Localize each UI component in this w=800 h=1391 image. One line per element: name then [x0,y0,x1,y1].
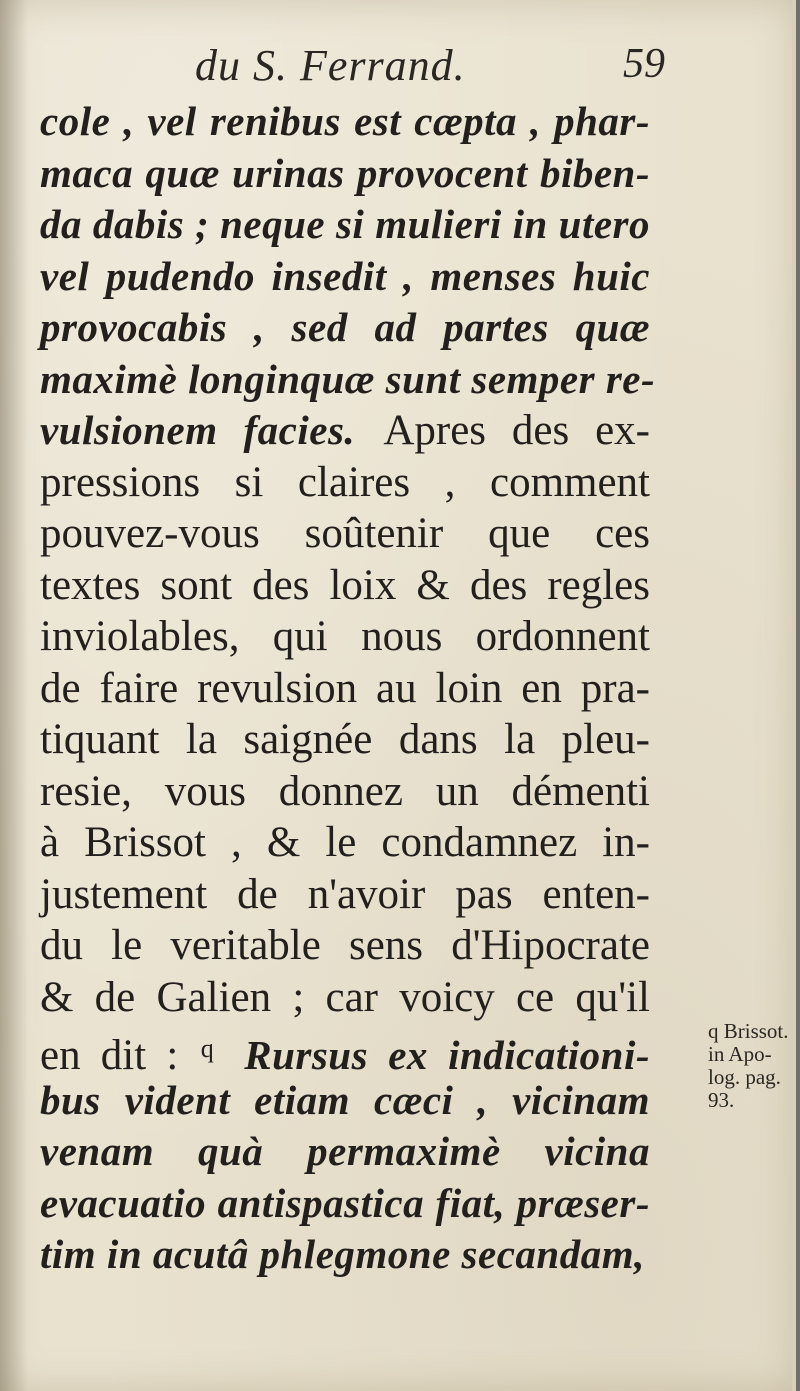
text-line: de faire revulsion au loin en pra- [40,664,650,712]
text-line: inviolables, qui nous ordonnent [40,613,650,660]
text-line: justement de n'avoir pas enten- [40,870,650,918]
text-line: & de Galien ; car voicy ce qu'il [40,973,650,1021]
text-line: tim in acutâ phlegmone secandam, [40,1231,645,1277]
text-line: du le veritable sens d'Hipocrate [40,922,650,969]
margin-note-line: 93. [708,1088,735,1112]
running-title: du S. Ferrand. [195,41,466,90]
text-line: pouvez-vous soûtenir que ces [40,510,650,557]
body-text [40,96,656,1281]
gutter-shadow [0,0,28,1391]
text-line: provocabis , sed ad partes quæ [40,304,650,350]
text-line: textes sont des loix & des regles [40,561,650,609]
text-line: da dabis ; neque si mulieri in utero [40,201,650,247]
text-line: bus vident etiam cæci , vicinam [40,1076,650,1123]
page-header [195,40,665,100]
text-line: pressions si claires , comment [40,458,650,506]
footnote-marker: q [200,1034,214,1063]
text-line: venam quà permaximè vicina [40,1128,650,1174]
margin-note-line: log. pag. [708,1065,781,1089]
page-edge [792,0,796,1391]
margin-note-line: in Apo- [708,1042,772,1066]
text-line: cole , vel renibus est cæpta , phar- [40,98,650,144]
margin-note [708,1020,794,1112]
text-line: à Brissot , & le condamnez in- [40,819,650,866]
text-line: evacuatio antispastica fiat, præser- [40,1179,650,1226]
french-fragment: en dit : [40,1032,179,1079]
latin-fragment: vulsionem facies. [40,407,356,453]
margin-note-line: q Brissot. [708,1019,789,1043]
latin-fragment: Rursus ex indicationi- [244,1032,650,1078]
text-line: maximè longinquæ sunt semper re- [40,355,656,402]
text-line: vel pudendo insedit , menses huic [40,252,650,299]
page-number: 59 [623,41,665,87]
text-line: maca quæ urinas provocent biben- [40,149,650,196]
text-line: tiquant la saignée dans la pleu- [40,716,650,763]
french-fragment: Apres des ex- [383,407,650,454]
text-line-mixed [40,405,650,457]
text-line-mixed [40,1023,650,1079]
text-line: resie, vous donnez un démenti [40,767,650,815]
